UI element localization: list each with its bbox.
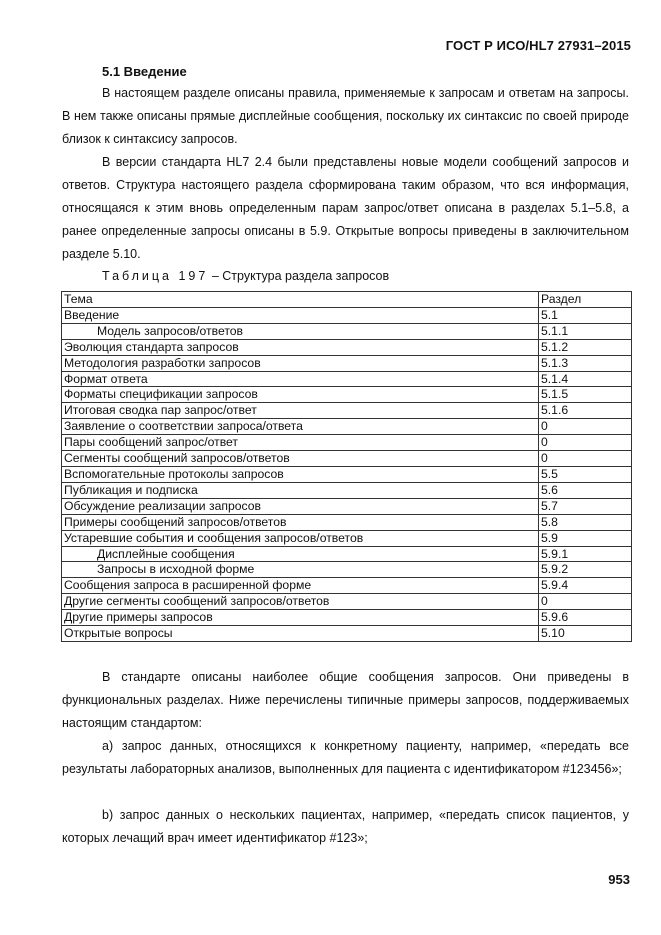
page-number: 953 [608,872,630,887]
table-caption-dash: – [211,269,219,283]
row-topic: Устаревшие события и сообщения запросов/ответов [62,530,539,546]
row-topic: Публикация и подписка [62,482,539,498]
table-row [62,610,632,626]
row-topic: Пары сообщений запрос/ответ [62,435,539,451]
row-topic: Форматы спецификации запросов [62,387,539,403]
table-caption-title: Структура раздела запросов [222,269,390,283]
table-row [62,594,632,610]
row-section: 5.1.6 [539,403,632,419]
row-section: 5.8 [539,514,632,530]
row-topic: Примеры сообщений запросов/ответов [62,514,539,530]
row-topic: Сообщения запроса в расширенной форме [62,578,539,594]
row-topic: Формат ответа [62,371,539,387]
row-topic: Сегменты сообщений запросов/ответов [62,451,539,467]
row-section: 5.9 [539,530,632,546]
row-section: 5.7 [539,498,632,514]
row-section: 5.1.1 [539,323,632,339]
row-topic: Итоговая сводка пар запрос/ответ [62,403,539,419]
table-caption [102,269,389,283]
table-caption-label: Таблица 197 [102,269,209,283]
list-item-b: b) запрос данных о нескольких пациентах, например, «передать список пациентов, у которых лечащий врач имеет идентификатор #123»; [62,808,629,845]
body-paragraph-3: В стандарте описаны наиболее общие сообщения запросов. Они приведены в функциональных разделах. Ниже перечислены типичные примеры запросов, поддерживаемых настоящим стандартом: [62,670,629,730]
row-section: 5.9.6 [539,610,632,626]
table-row [62,387,632,403]
standard-header: ГОСТ Р ИСО/HL7 27931–2015 [445,38,631,53]
header-section: Раздел [539,292,632,308]
table-row [62,307,632,323]
header-topic: Тема [62,292,539,308]
row-topic: Дисплейные сообщения [62,546,539,562]
row-section: 5.10 [539,626,632,642]
table-row [62,419,632,435]
table-row [62,546,632,562]
table-row [62,514,632,530]
table-row [62,562,632,578]
row-section: 5.5 [539,466,632,482]
table-row [62,323,632,339]
row-topic: Обсуждение реализации запросов [62,498,539,514]
row-section: 5.1.5 [539,387,632,403]
table-row [62,355,632,371]
row-section: 0 [539,435,632,451]
row-topic: Другие сегменты сообщений запросов/ответов [62,594,539,610]
row-section: 0 [539,594,632,610]
row-section: 5.9.4 [539,578,632,594]
row-topic: Методология разработки запросов [62,355,539,371]
table-row [62,578,632,594]
row-section: 5.9.2 [539,562,632,578]
row-topic: Другие примеры запросов [62,610,539,626]
intro-paragraph-1: В настоящем разделе описаны правила, применяемые к запросам и ответам на запросы. В нем также описаны прямые дисплейные сообщения, поскольку их синтаксис по своей природе близок к синтаксису запросов. [62,86,629,146]
table-row [62,435,632,451]
table-row [62,626,632,642]
row-section: 0 [539,451,632,467]
table-row [62,482,632,498]
row-section: 5.1.3 [539,355,632,371]
row-section: 5.1 [539,307,632,323]
row-topic: Эволюция стандарта запросов [62,339,539,355]
table-row [62,339,632,355]
section-title: 5.1 Введение [102,64,187,79]
table-row [62,530,632,546]
row-section: 5.9.1 [539,546,632,562]
row-topic: Открытые вопросы [62,626,539,642]
intro-paragraph-2: В версии стандарта HL7 2.4 были представлены новые модели сообщений запросов и ответов. Структура настоящего раздела сформирована таким образом, что вся информация, относящаяся к этим вновь определенным парам запрос/ответ описана в разделах 5.1–5.8, а ранее определенные запросы описаны в 5.9. Открытые вопросы приведены в заключительном разделе 5.10. [62,155,629,261]
table-row [62,498,632,514]
table-header-row [62,292,632,308]
structure-table [61,291,632,642]
row-section: 0 [539,419,632,435]
row-section: 5.1.2 [539,339,632,355]
row-section: 5.6 [539,482,632,498]
table-row [62,466,632,482]
row-topic: Введение [62,307,539,323]
table-row [62,403,632,419]
row-topic: Заявление о соответствии запроса/ответа [62,419,539,435]
row-topic: Модель запросов/ответов [62,323,539,339]
row-section: 5.1.4 [539,371,632,387]
table-row [62,451,632,467]
list-item-a: а) запрос данных, относящихся к конкретному пациенту, например, «передать все результаты лабораторных анализов, выполненных для пациента с идентификатором #123456»; [62,739,629,776]
row-topic: Запросы в исходной форме [62,562,539,578]
table-row [62,371,632,387]
row-topic: Вспомогательные протоколы запросов [62,466,539,482]
